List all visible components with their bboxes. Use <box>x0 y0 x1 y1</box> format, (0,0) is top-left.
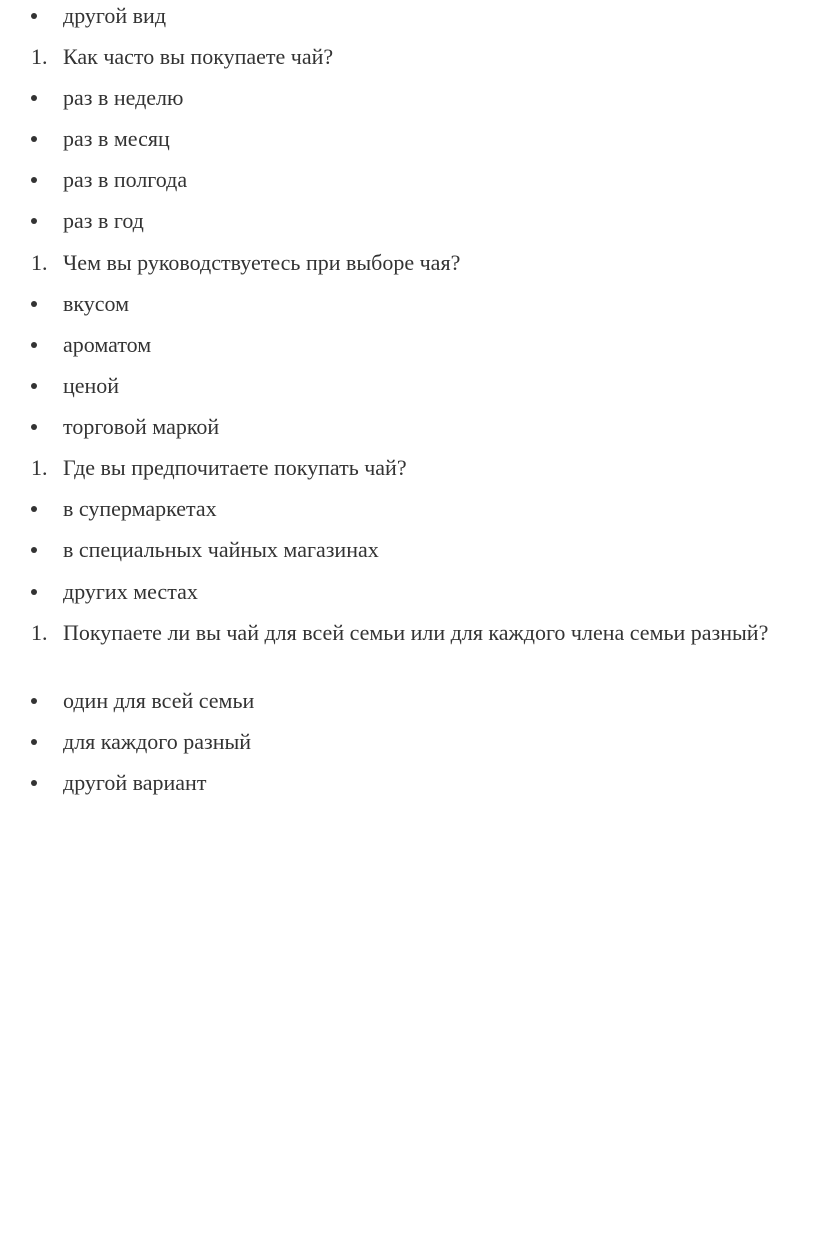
list-item-text: другой вид <box>63 3 167 28</box>
list-item-text: один для всей семьи <box>63 688 255 713</box>
question-text: Чем вы руководствуетесь при выборе чая? <box>63 250 461 275</box>
bullet-icon <box>31 739 37 745</box>
bullet-icon <box>31 698 37 704</box>
question-text: Как часто вы покупаете чай? <box>63 44 334 69</box>
list-item-text: других местах <box>63 579 198 604</box>
list-item-text: для каждого разный <box>63 729 252 754</box>
bullet-icon <box>31 383 37 389</box>
bullet-icon <box>31 136 37 142</box>
question-number: 1. <box>31 44 48 69</box>
question-number: 1. <box>31 455 48 480</box>
list-item-text: раз в полгода <box>63 167 188 192</box>
list-item-text: ценой <box>63 373 120 398</box>
bullet-icon <box>31 589 37 595</box>
bullet-icon <box>31 218 37 224</box>
bullet-icon <box>31 424 37 430</box>
bullet-icon <box>31 342 37 348</box>
question-text: Покупаете ли вы чай для всей семьи или для каждого члена семьи разный? <box>63 620 769 645</box>
list-item-text: другой вариант <box>63 770 207 795</box>
question-number: 1. <box>31 250 48 275</box>
list-item-text: раз в неделю <box>63 85 184 110</box>
list-item-text: в специальных чайных магазинах <box>63 537 379 562</box>
bullet-icon <box>31 95 37 101</box>
question-text: Где вы предпочитаете покупать чай? <box>63 455 407 480</box>
bullet-icon <box>31 301 37 307</box>
list-item-text: в супермаркетах <box>63 496 217 521</box>
list-item-text: раз в год <box>63 208 144 233</box>
list-item-text: вкусом <box>63 291 130 316</box>
bullet-icon <box>31 506 37 512</box>
list-item-text: раз в месяц <box>63 126 170 151</box>
question-number: 1. <box>31 620 48 645</box>
bullet-icon <box>31 177 37 183</box>
bullet-icon <box>31 13 37 19</box>
bullet-icon <box>31 780 37 786</box>
list-item-text: ароматом <box>63 332 152 357</box>
list-item-text: торговой маркой <box>63 414 220 439</box>
bullet-icon <box>31 547 37 553</box>
